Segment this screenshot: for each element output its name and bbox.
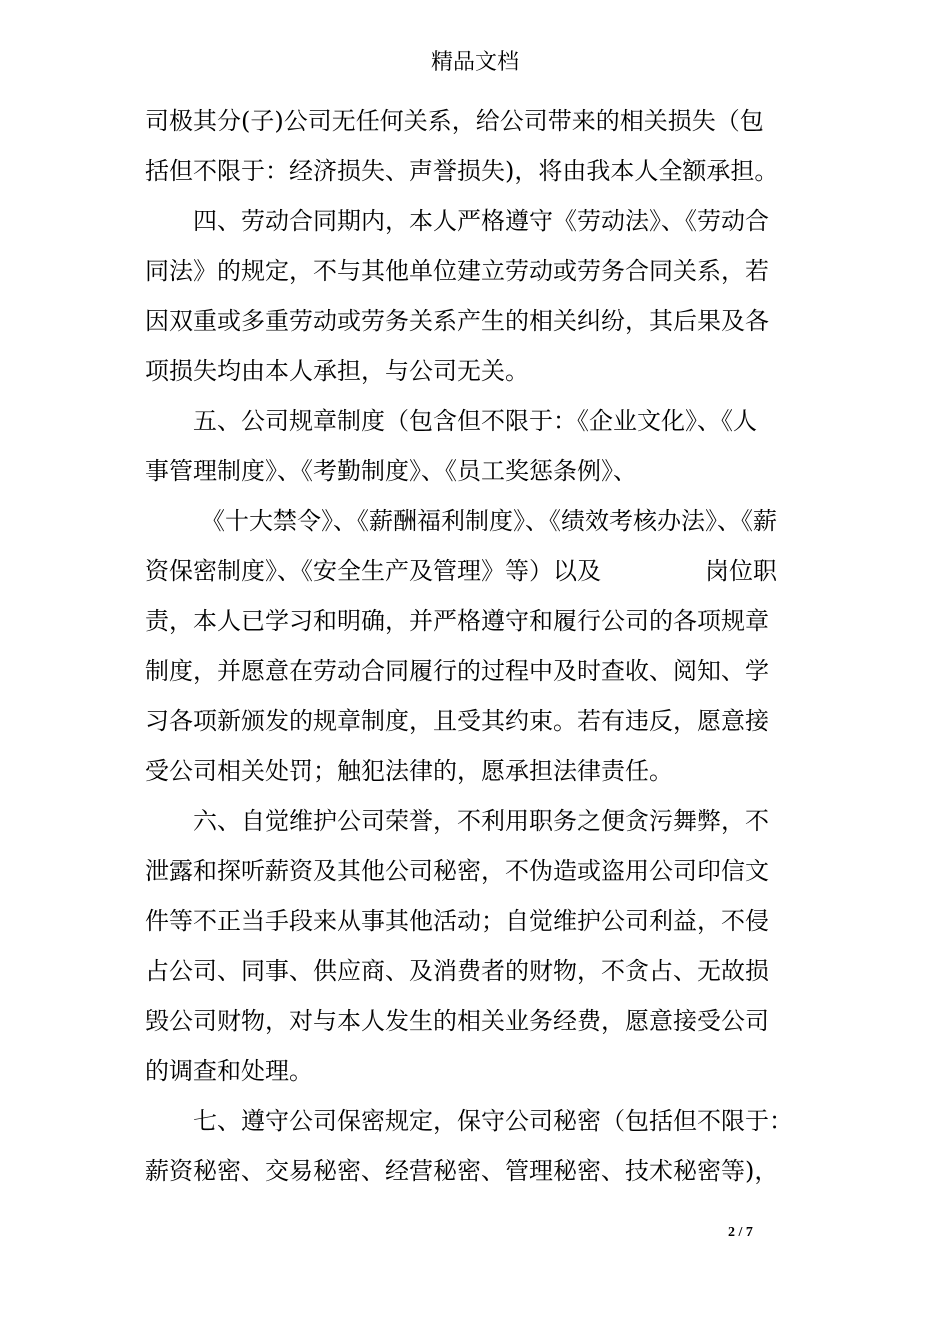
text-line: 因双重或多重劳动或劳务关系产生的相关纠纷，其后果及各	[145, 307, 769, 335]
text-line: 的调查和处理。	[145, 1057, 313, 1085]
text-line: 占公司、同事、供应商、及消费者的财物，不贪占、无故损	[145, 957, 769, 985]
text-line: 件等不正当手段来从事其他活动；自觉维护公司利益，不侵	[145, 907, 769, 935]
text-line: 同法》的规定，不与其他单位建立劳动或劳务合同关系，若	[145, 257, 769, 285]
text-segment: 资保密制度》、《安全生产及管理》等）以及	[145, 557, 601, 585]
text-line: 毁公司财物，对与本人发生的相关业务经费，愿意接受公司	[145, 1007, 769, 1035]
text-line	[145, 546, 810, 596]
text-line: 受公司相关处罚；触犯法律的，愿承担法律责任。	[145, 757, 673, 785]
page-header: 精品文档	[430, 50, 519, 75]
text-line: 薪资秘密、交易秘密、经营秘密、管理秘密、技术秘密等)，	[145, 1157, 779, 1185]
text-segment: 岗位职	[705, 557, 777, 585]
paragraph-7-start: 七、遵守公司保密规定，保守公司秘密（包括但不限于：	[193, 1107, 793, 1135]
text-line: 项损失均由本人承担，与公司无关。	[145, 357, 529, 385]
paragraph-4-start: 四、劳动合同期内，本人严格遵守《劳动法》、《劳动合	[193, 207, 769, 235]
text-line: 事管理制度》、《考勤制度》、《员工奖惩条例》、	[145, 457, 637, 485]
text-line: 习各项新颁发的规章制度，且受其约束。若有违反，愿意接	[145, 707, 769, 735]
text-line: 《十大禁令》、《薪酬福利制度》、《绩效考核办法》、《薪	[201, 507, 777, 535]
text-line: 司极其分(子)公司无任何关系，给公司带来的相关损失（包	[145, 107, 764, 135]
text-line: 责，本人已学习和明确，并严格遵守和履行公司的各项规章	[145, 607, 769, 635]
text-line: 括但不限于：经济损失、声誉损失)，将由我本人全额承担。	[145, 157, 779, 185]
document-body	[145, 96, 810, 1196]
text-line: 泄露和探听薪资及其他公司秘密，不伪造或盗用公司印信文	[145, 857, 769, 885]
text-line: 制度，并愿意在劳动合同履行的过程中及时查收、阅知、学	[145, 657, 769, 685]
paragraph-5-start: 五、公司规章制度（包含但不限于：《企业文化》、《人	[193, 407, 757, 435]
page-number: 2 / 7	[728, 1225, 753, 1240]
paragraph-6-start: 六、自觉维护公司荣誉，不利用职务之便贪污舞弊，不	[193, 807, 769, 835]
